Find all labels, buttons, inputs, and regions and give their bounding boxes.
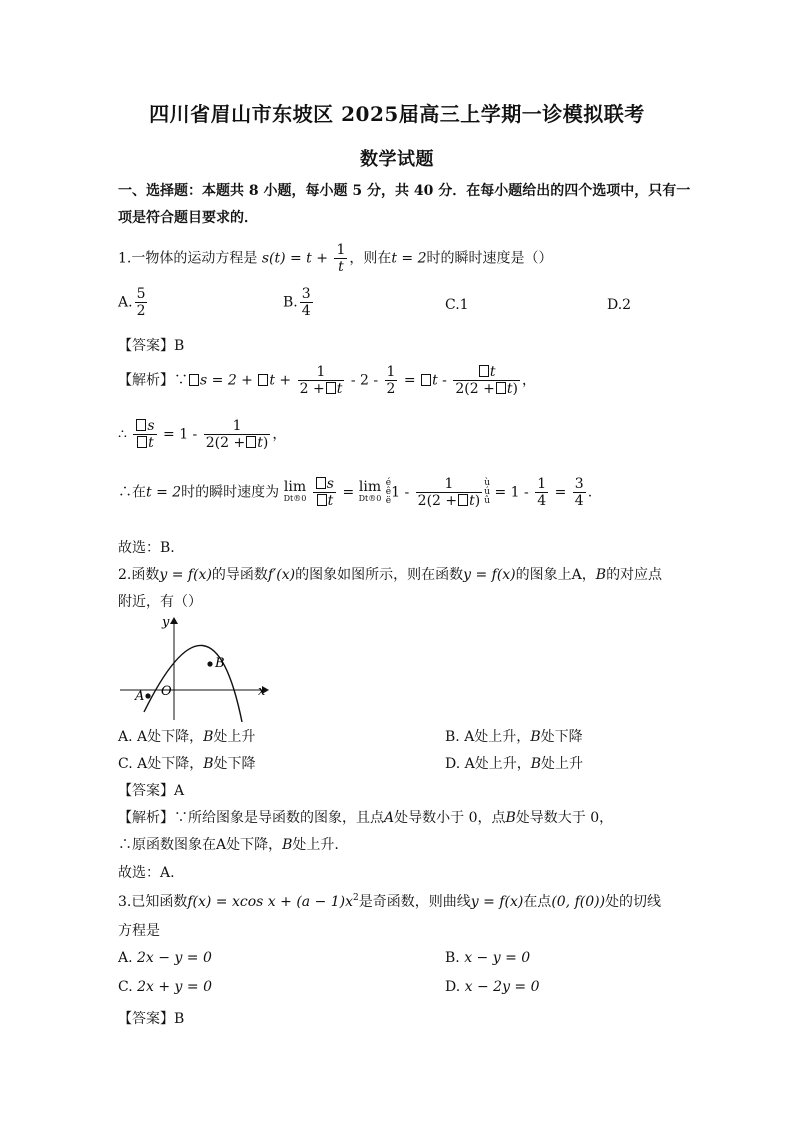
q2-analysis-line2: ∴原函数图象在A处下降，B处上升. [118,837,339,853]
q3-answer: 【答案】B [118,1011,185,1027]
q2-option-a: A. A处下降，B处上升 [118,729,256,745]
y-axis-label: y [162,615,170,630]
q1-answer: 【答案】B [118,338,185,354]
q1-choose: 故选：B. [118,540,175,556]
point-a-label: A [135,689,145,704]
q3-stem-line2: 方程是 [118,923,160,939]
q1-analysis-line2: ∴ $\frac{s}{t}$ = 1 - $\frac{1}{2(2 + t)}$ ， [118,418,287,451]
q2-stem: 2.函数y = f(x)的导函数f′(x)的图象如图所示，则在函数y = f(x)的图象上A，B的对应点 [118,567,663,583]
q2-option-c: C. A处下降，B处下降 [118,756,256,772]
section-heading-line1: 一、选择题：本题共 8 小题，每小题 5 分，共 40 分．在每小题给出的四个选项中，只有一 [118,183,691,199]
q1-stem: 1.一物体的运动方程是 s(t) = t + $\frac{1}{t}$ ，则在t = 2时的瞬时速度是（） [118,242,553,275]
q2-option-d: D. A处上升，B处上升 [445,756,584,772]
q2-stem-line2: 附近，有（） [118,594,202,610]
point-b-marker [207,661,212,666]
q1-option-b: B. $\frac{3}{4}$ [283,286,311,319]
q1-fraction: $\frac{1}{t}$ [336,242,346,275]
point-a-marker [145,693,150,698]
q2-option-b: B. A处上升，B处下降 [445,729,583,745]
q1-option-d: D.2 [607,297,632,313]
point-b-label: B [215,656,225,671]
q3-option-b: B. x − y = 0 [445,950,531,966]
q1-option-a: A. $\frac{5}{2}$ [118,286,146,319]
q3-stem: 3.已知函数f(x) = xcos $x + (a - 1)x^2$是奇函数，则曲线y = f(x)在点(0, f(0))处的切线 [118,893,662,910]
document-title: 四川省眉山市东坡区 2025届高三上学期一诊模拟联考 [149,102,645,126]
q1-option-c: C.1 [445,297,469,313]
q2-derivative-graph [118,612,278,722]
document-subtitle: 数学试题 [360,149,434,170]
section-heading-line2: 项是符合题目要求的． [118,210,258,226]
q1-analysis-line1: 【解析】∵ s = 2 + t + $\frac{1}{2 + t}$ - 2 - $\frac{1}{2}$ = t - $\frac{t}{2(2 + t)}$ ， [118,364,536,397]
q3-option-d: D. x − 2y = 0 [445,979,540,995]
x-axis-label: x [258,684,266,699]
derivative-curve [144,645,242,722]
q2-analysis-line1: 【解析】∵所给图象是导函数的图象，且点A处导数小于 0，点B处导数大于 0， [118,810,614,826]
q3-option-a: A. 2x − y = 0 [118,950,212,966]
q3-option-c: C. 2x + y = 0 [118,979,213,995]
q1-analysis-line3: ∴在t = 2时的瞬时速度为 lim Dt®0 $\frac{s}{t}$ = lim Dt®0 é ê ë1 - $\frac{1}{2(2 + t)}$ ù ú û = 1 - $\frac{1}{4}$ = $\frac{3}{4}$ . [118,476,593,509]
q2-choose: 故选：A. [118,865,175,881]
q2-answer: 【答案】A [118,783,185,799]
origin-label: O [161,684,172,699]
